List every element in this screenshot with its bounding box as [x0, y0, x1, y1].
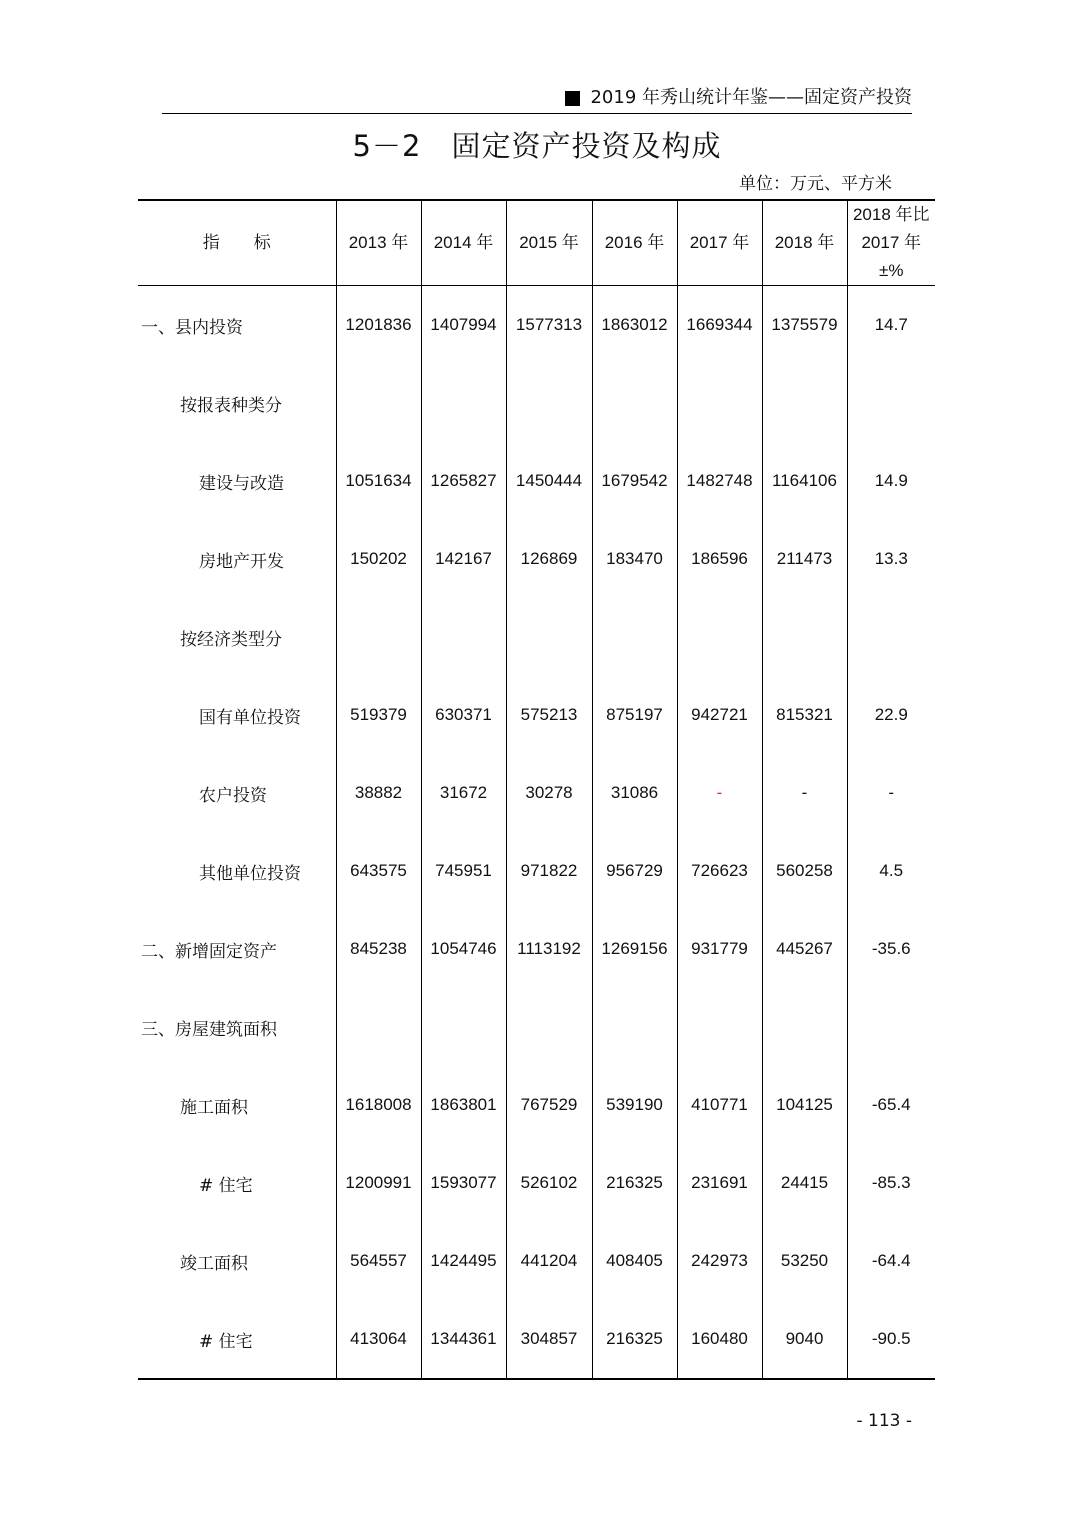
value-cell [677, 598, 762, 676]
stub-header: 指 标 [138, 200, 336, 286]
value-cell: 1375579 [762, 286, 847, 365]
table-row [138, 676, 935, 754]
value-cell: 1054746 [421, 910, 506, 988]
table-row [138, 286, 935, 365]
table-row [138, 1066, 935, 1144]
value-cell: 1200991 [336, 1144, 421, 1222]
running-header [565, 86, 912, 110]
value-cell: 1863801 [421, 1066, 506, 1144]
value-cell [762, 598, 847, 676]
page-number: - 113 - [856, 1411, 912, 1431]
value-cell: 1201836 [336, 286, 421, 365]
table-row [138, 598, 935, 676]
value-cell: 1407994 [421, 286, 506, 365]
change-cell: -64.4 [847, 1222, 935, 1300]
change-cell: -90.5 [847, 1300, 935, 1379]
value-cell: 526102 [506, 1144, 592, 1222]
value-cell: 1424495 [421, 1222, 506, 1300]
square-bullet-icon [565, 91, 580, 106]
value-cell [421, 598, 506, 676]
change-cell: -85.3 [847, 1144, 935, 1222]
value-cell: 942721 [677, 676, 762, 754]
value-cell: 956729 [592, 832, 677, 910]
value-cell [592, 598, 677, 676]
value-cell: 1593077 [421, 1144, 506, 1222]
value-cell: 971822 [506, 832, 592, 910]
value-cell: 445267 [762, 910, 847, 988]
change-cell: 22.9 [847, 676, 935, 754]
value-cell: 410771 [677, 1066, 762, 1144]
value-cell: 126869 [506, 520, 592, 598]
header-rule [162, 113, 912, 114]
year-header: 2014 年 [421, 200, 506, 286]
value-cell: 304857 [506, 1300, 592, 1379]
table-row [138, 364, 935, 442]
value-cell: 242973 [677, 1222, 762, 1300]
value-cell: 413064 [336, 1300, 421, 1379]
value-cell: 9040 [762, 1300, 847, 1379]
value-cell: 1269156 [592, 910, 677, 988]
value-cell: 186596 [677, 520, 762, 598]
change-cell: -65.4 [847, 1066, 935, 1144]
row-label: 建设与改造 [199, 473, 284, 494]
change-header-line: ±% [879, 261, 904, 280]
value-cell: 539190 [592, 1066, 677, 1144]
value-cell [506, 598, 592, 676]
value-cell: 767529 [506, 1066, 592, 1144]
value-cell [677, 364, 762, 442]
unit-note: 单位：万元、平方米 [739, 174, 892, 194]
change-cell: -35.6 [847, 910, 935, 988]
value-cell: 211473 [762, 520, 847, 598]
value-cell: 1113192 [506, 910, 592, 988]
value-cell [421, 988, 506, 1066]
row-label: 国有单位投资 [199, 707, 301, 728]
year-header: 2013 年 [336, 200, 421, 286]
value-cell: 53250 [762, 1222, 847, 1300]
value-cell: 1618008 [336, 1066, 421, 1144]
value-cell [592, 364, 677, 442]
value-cell: 31086 [592, 754, 677, 832]
value-cell: 142167 [421, 520, 506, 598]
value-cell: 575213 [506, 676, 592, 754]
value-cell [762, 364, 847, 442]
row-label: 农户投资 [199, 785, 267, 806]
table-row [138, 832, 935, 910]
change-header-line: 2017 年 [861, 233, 922, 252]
value-cell: 1863012 [592, 286, 677, 365]
row-label: 二、新增固定资产 [141, 941, 277, 962]
change-cell: - [847, 754, 935, 832]
row-label: 一、县内投资 [141, 317, 243, 338]
table-row [138, 988, 935, 1066]
change-cell: 4.5 [847, 832, 935, 910]
value-cell: 1669344 [677, 286, 762, 365]
value-cell: 216325 [592, 1300, 677, 1379]
value-cell [506, 364, 592, 442]
value-cell: 1164106 [762, 442, 847, 520]
running-header-title: 2019 年秀山统计年鉴——固定资产投资 [590, 87, 912, 108]
value-cell: - [762, 754, 847, 832]
value-cell: 643575 [336, 832, 421, 910]
value-cell [336, 598, 421, 676]
value-cell: 815321 [762, 676, 847, 754]
value-cell: 31672 [421, 754, 506, 832]
value-cell [421, 364, 506, 442]
value-cell: 38882 [336, 754, 421, 832]
value-cell [677, 988, 762, 1066]
change-cell [847, 364, 935, 442]
value-cell: 745951 [421, 832, 506, 910]
year-header: 2016 年 [592, 200, 677, 286]
row-label: # 住宅 [138, 1300, 336, 1379]
value-cell: 630371 [421, 676, 506, 754]
value-cell: 875197 [592, 676, 677, 754]
value-cell: 30278 [506, 754, 592, 832]
year-header: 2017 年 [677, 200, 762, 286]
row-label: 按报表种类分 [180, 395, 282, 416]
value-cell: - [677, 754, 762, 832]
year-header: 2018 年 [762, 200, 847, 286]
row-label: 房地产开发 [199, 551, 284, 572]
value-cell: 1482748 [677, 442, 762, 520]
row-label: 按经济类型分 [180, 629, 282, 650]
table-row [138, 442, 935, 520]
change-cell [847, 988, 935, 1066]
value-cell: 160480 [677, 1300, 762, 1379]
table-body [138, 286, 935, 1380]
value-cell [592, 988, 677, 1066]
value-cell: 183470 [592, 520, 677, 598]
value-cell: 231691 [677, 1144, 762, 1222]
value-cell: 845238 [336, 910, 421, 988]
value-cell: 408405 [592, 1222, 677, 1300]
value-cell: 1450444 [506, 442, 592, 520]
table-row [138, 910, 935, 988]
value-cell: 519379 [336, 676, 421, 754]
value-cell: 441204 [506, 1222, 592, 1300]
data-table [138, 199, 935, 1380]
table-header-row [138, 200, 935, 286]
change-cell: 14.7 [847, 286, 935, 365]
table-row [138, 1300, 935, 1379]
value-cell: 1344361 [421, 1300, 506, 1379]
table-row [138, 754, 935, 832]
value-cell: 24415 [762, 1144, 847, 1222]
value-cell: 1265827 [421, 442, 506, 520]
value-cell: 1051634 [336, 442, 421, 520]
row-label: 其他单位投资 [199, 863, 301, 884]
value-cell [506, 988, 592, 1066]
value-cell: 104125 [762, 1066, 847, 1144]
value-cell: 564557 [336, 1222, 421, 1300]
value-cell [762, 988, 847, 1066]
value-cell: 726623 [677, 832, 762, 910]
row-label: # 住宅 [199, 1175, 253, 1196]
change-cell: 13.3 [847, 520, 935, 598]
row-label: 竣工面积 [180, 1253, 248, 1274]
value-cell [336, 988, 421, 1066]
value-cell: 1679542 [592, 442, 677, 520]
page-title: 5－2 固定资产投资及构成 [352, 129, 722, 163]
change-header-line: 2018 年比 [852, 205, 930, 224]
change-header [847, 200, 935, 286]
value-cell: 216325 [592, 1144, 677, 1222]
change-cell [847, 598, 935, 676]
table-row [138, 520, 935, 598]
value-cell: 560258 [762, 832, 847, 910]
table-row [138, 1222, 935, 1300]
table-row [138, 1144, 935, 1222]
year-header: 2015 年 [506, 200, 592, 286]
row-label: 三、房屋建筑面积 [141, 1019, 277, 1040]
change-cell: 14.9 [847, 442, 935, 520]
value-cell [336, 364, 421, 442]
value-cell: 1577313 [506, 286, 592, 365]
value-cell: 150202 [336, 520, 421, 598]
row-label: 施工面积 [180, 1097, 248, 1118]
value-cell: 931779 [677, 910, 762, 988]
